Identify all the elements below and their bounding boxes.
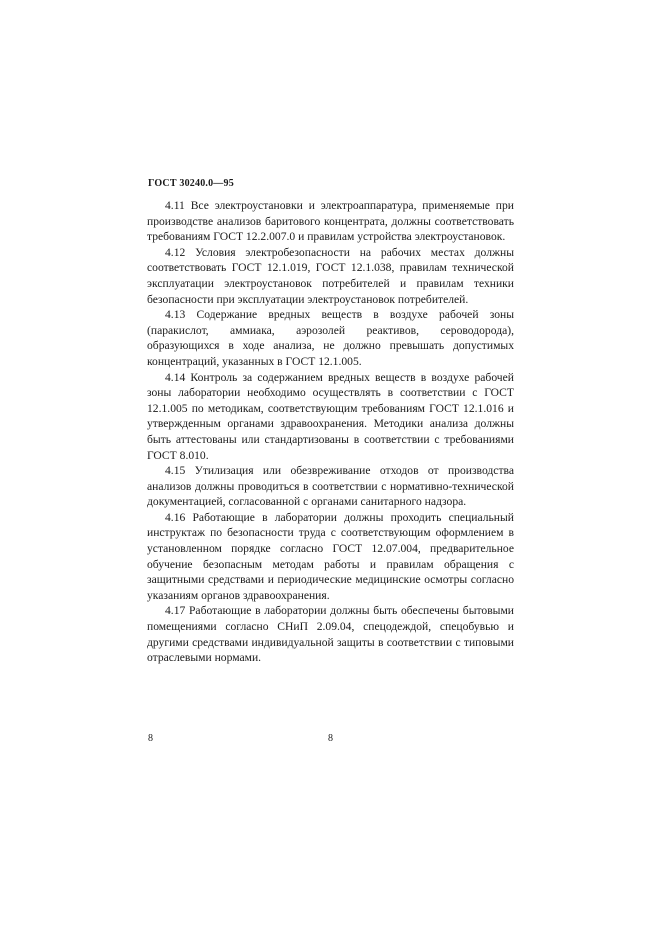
document-body — [147, 198, 514, 666]
paragraph-4-13: 4.13 Содержание вредных веществ в воздухе рабочей зоны (паракислот, аммиака, аэрозолей реактивов, сероводорода), образующихся в ходе анализа, не должно превышать допустимых концентраций, указанных в ГОСТ 12.1.005. — [147, 308, 514, 368]
page-number-left: 8 — [148, 733, 153, 744]
paragraph-4-15: 4.15 Утилизация или обезвреживание отходов от производства анализов должны проводиться в соответствии с нормативно-технической документацией, согласованной с органами санитарного надзора. — [147, 464, 514, 509]
paragraph-4-12: 4.12 Условия электробезопасности на рабочих местах должны соответствовать ГОСТ 12.1.019, ГОСТ 12.1.038, правилам технической эксплуатации электроустановок потребителей и правилам техники безопасности при эксплуатации электроустановок потребителей. — [147, 245, 514, 306]
page-number-center: 8 — [328, 733, 333, 744]
paragraph-4-17: 4.17 Работающие в лаборатории должны быть обеспечены бытовыми помещениями согласно СНиП 2.09.04, спецодеждой, спецобувью и другими средствами индивидуальной защиты в соответствии с типовыми отраслевыми нормами. — [147, 604, 514, 665]
paragraph-4-16: 4.16 Работающие в лаборатории должны проходить специальный инструктаж по безопасности труда с соответствующим оформлением в установленном порядке согласно ГОСТ 12.07.004, предварительное обучение безопасным методам работы и правилам обращения с защитными средствами и периодические медицинские осмотры согласно указаниям органов здравоохранения. — [147, 510, 514, 602]
paragraph-4-14: 4.14 Контроль за содержанием вредных веществ в воздухе рабочей зоны лаборатории необходимо осуществлять в соответствии с ГОСТ 12.1.005 по методикам, соответствующим требованиям ГОСТ 12.1.016 и утвержденным органами здравоохранения. Методики анализа должны быть аттестованы или стандартизованы в соответствии с требованиями ГОСТ 8.010. — [147, 370, 514, 462]
document-header: ГОСТ 30240.0—95 — [148, 178, 234, 189]
paragraph-4-11: 4.11 Все электроустановки и электроаппаратура, применяемые при производстве анализов баритового концентрата, должны соответствовать требованиям ГОСТ 12.2.007.0 и правилам устройства электроустановок. — [147, 199, 514, 244]
